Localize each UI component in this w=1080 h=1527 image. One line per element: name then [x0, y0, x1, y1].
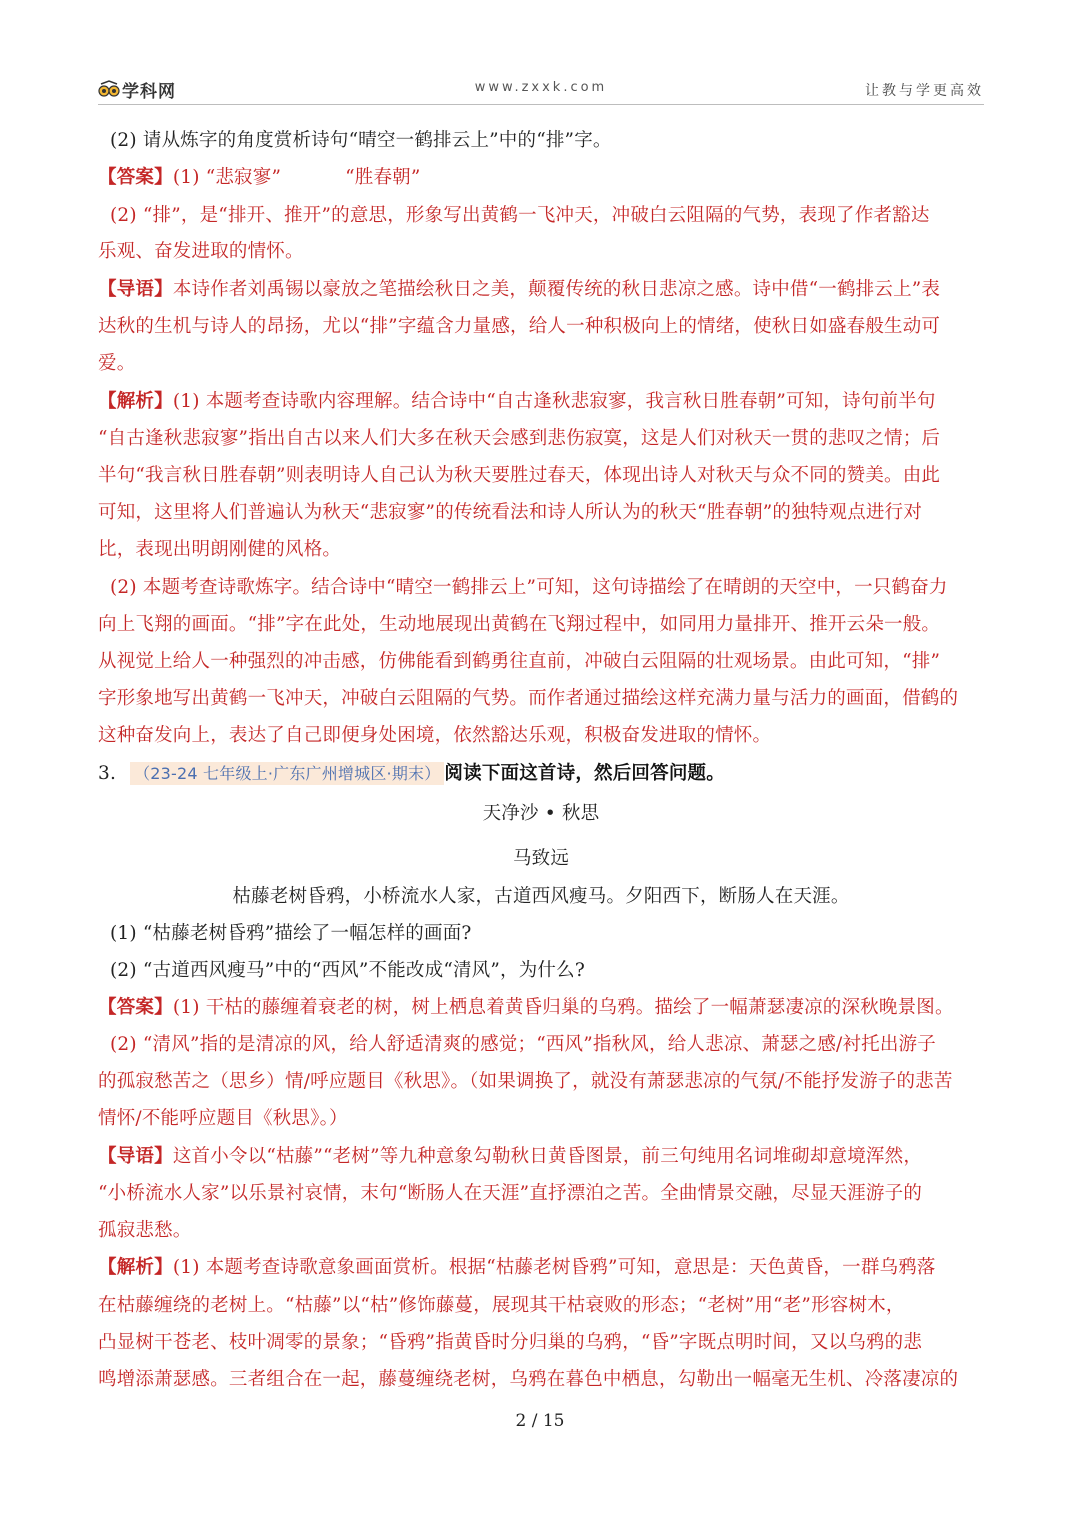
analysis-1-line-7: 向上飞翔的画面。“排”字在此处，生动地展现出黄鹤在飞翔过程中，如同用力量排开、推开云朵一般。	[98, 614, 941, 635]
analysis-1-line-10: 这种奋发向上，表达了自己即便身处困境，依然豁达乐观，积极奋发进取的情怀。	[98, 725, 772, 746]
sub-question-2: (2) “古道西风瘦马”中的“西风”不能改成“清风”，为什么?	[110, 960, 585, 981]
q2-part2-question: (2) 请从炼字的角度赏析诗句“晴空一鹤排云上”中的“排”字。	[110, 130, 612, 151]
guide-1-line-3: 爱。	[98, 353, 136, 374]
guide-2-line-3: 孤寂悲愁。	[98, 1220, 192, 1241]
answer-tag: 【答案】	[98, 997, 173, 1018]
logo-text: 学科网	[122, 82, 176, 102]
guide-tag: 【导语】	[98, 1146, 173, 1167]
analysis-1-line-2: “自古逢秋悲寂寥”指出自古以来人们大多在秋天会感到悲伤寂寞，这是人们对秋天一贯的悲叹之情；后	[98, 428, 941, 449]
answer-1-line-2: (2) “排”，是“排开、推开”的意思，形象写出黄鹤一飞冲天，冲破白云阻隔的气势，表现了作者豁达	[110, 205, 930, 226]
analysis-1-line-3: 半句“我言秋日胜春朝”则表明诗人自己认为秋天要胜过春天，体现出诗人对秋天与众不同的赞美。由此	[98, 465, 941, 486]
answer-2-line-1: 【答案】(1) 干枯的藤缠着衰老的树，树上栖息着黄昏归巢的乌鸦。描绘了一幅萧瑟凄凉的深秋晚景图。	[98, 997, 954, 1018]
poem-title: 天净沙 • 秋思	[482, 803, 600, 824]
answer-1-part-1a: (1) “悲寂寥”	[172, 167, 282, 188]
poem-text: 枯藤老树昏鸦，小桥流水人家，古道西风瘦马。夕阳西下，断肠人在天涯。	[232, 886, 850, 907]
question-number: 3.	[98, 763, 117, 784]
analysis-tag: 【解析】	[98, 1257, 173, 1278]
page-header	[98, 74, 984, 105]
question-source-tag[interactable]: （23-24 七年级上·广东广州增城区·期末）	[130, 762, 444, 785]
guide-2-line-2: “小桥流水人家”以乐景衬哀情，末句“断肠人在天涯”直抒漂泊之苦。全曲情景交融，尽显天涯游子的	[98, 1183, 923, 1204]
guide-2-line-1: 【导语】这首小令以“枯藤”“老树”等九种意象勾勒秋日黄昏图景，前三句纯用名词堆砌却意境浑然，	[98, 1146, 923, 1167]
answer-2-line-3: 的孤寂愁苦之（思乡）情/呼应题目《秋思》。（如果调换了，就没有萧瑟悲凉的气氛/不能抒发游子的悲苦	[98, 1071, 953, 1092]
answer-1-line-3: 乐观、奋发进取的情怀。	[98, 241, 304, 262]
analysis-2-line-3: 凸显树干苍老、枝叶凋零的景象；“昏鸦”指黄昏时分归巢的乌鸦，“昏”字既点明时间，又以乌鸦的悲	[98, 1332, 923, 1353]
analysis-2-line-1: 【解析】(1) 本题考查诗歌意象画面赏析。根据“枯藤老树昏鸦”可知，意思是：天色黄昏，一群乌鸦落	[98, 1257, 936, 1278]
answer-2-line-2: (2) “清风”指的是清凉的风，给人舒适清爽的感觉；“西风”指秋风，给人悲凉、萧瑟之感/衬托出游子	[110, 1034, 936, 1055]
answer-2-line-4: 情怀/不能呼应题目《秋思》。）	[98, 1108, 348, 1129]
page-number: 2 / 15	[515, 1411, 565, 1431]
guide-1-line-1: 【导语】本诗作者刘禹锡以豪放之笔描绘秋日之美，颠覆传统的秋日悲凉之感。诗中借“一鹤排云上”表	[98, 279, 941, 300]
answer-1-line-1	[98, 164, 984, 192]
sub-question-1: (1) “枯藤老树昏鸦”描绘了一幅怎样的画面?	[110, 923, 472, 944]
poem-author: 马致远	[512, 848, 570, 869]
site-url[interactable]: www.zxxk.com	[474, 80, 608, 95]
analysis-1-line-4: 可知，这里将人们普遍认为秋天“悲寂寥”的传统看法和诗人所认为的秋天“胜春朝”的独特观点进行对	[98, 502, 923, 523]
analysis-1-line-5: 比，表现出明朗刚健的风格。	[98, 539, 342, 560]
analysis-1-line-1: 【解析】(1) 本题考查诗歌内容理解。结合诗中“自古逢秋悲寂寥，我言秋日胜春朝”可知，诗句前半句	[98, 391, 936, 412]
answer-1-part-1b: “胜春朝”	[345, 167, 421, 188]
question-prompt: 阅读下面这首诗，然后回答问题。	[444, 763, 725, 784]
question-3-header	[98, 760, 984, 788]
answer-tag: 【答案】	[98, 167, 173, 188]
guide-1-line-2: 达秋的生机与诗人的昂扬，尤以“排”字蕴含力量感，给人一种积极向上的情绪，使秋日如盛春般生动可	[98, 316, 941, 337]
slogan: 让教与学更高效	[865, 83, 984, 99]
analysis-tag: 【解析】	[98, 391, 173, 412]
guide-tag: 【导语】	[98, 279, 173, 300]
analysis-2-line-2: 在枯藤缠绕的老树上。“枯藤”以“枯”修饰藤蔓，展现其干枯衰败的形态；“老树”用“老”形容树木，	[98, 1295, 905, 1316]
analysis-1-line-8: 从视觉上给人一种强烈的冲击感，仿佛能看到鹤勇往直前，冲破白云阻隔的壮观场景。由此可知，“排”	[98, 651, 941, 672]
analysis-1-line-6: (2) 本题考查诗歌炼字。结合诗中“晴空一鹤排云上”可知，这句诗描绘了在晴朗的天空中，一只鹤奋力	[110, 577, 948, 598]
analysis-2-line-4: 鸣增添萧瑟感。三者组合在一起，藤蔓缠绕老树，乌鸦在暮色中栖息，勾勒出一幅毫无生机、冷落凄凉的	[98, 1369, 959, 1390]
analysis-1-line-9: 字形象地写出黄鹤一飞冲天，冲破白云阻隔的气势。而作者通过描绘这样充满力量与活力的画面，借鹤的	[98, 688, 959, 709]
